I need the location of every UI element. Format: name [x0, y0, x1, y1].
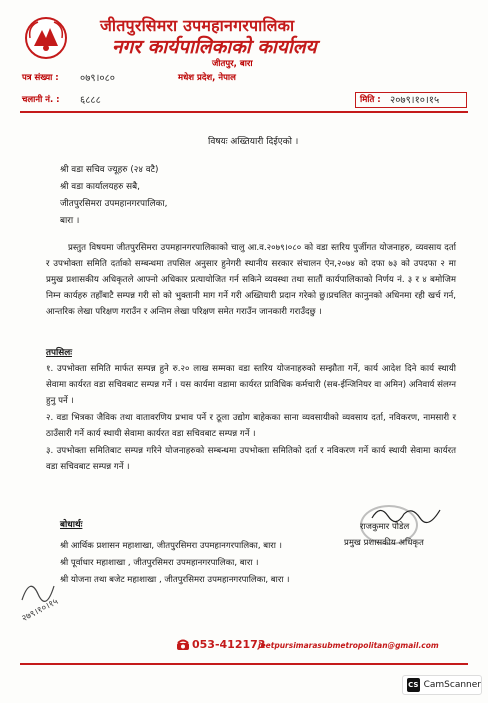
- chalani-value: ६८८८: [80, 95, 101, 106]
- miti-value: २०७९।१०।१५: [390, 95, 440, 106]
- recipient-line-1: श्री वडा सचिव ज्यूहरु (२४ वटै): [60, 165, 159, 175]
- miti-label: मिति :: [360, 95, 381, 105]
- bodharth-item-3: श्री योजना तथा बजेट महाशाखा , जीतपुरसिमरा उपमहानगरपालिका, बारा ।: [60, 575, 290, 585]
- header-province: मधेश प्रदेश, नेपाल: [178, 73, 236, 83]
- municipality-emblem-icon: [24, 16, 68, 60]
- footer-email: jeetpursimarasubmetropolitan@gmail.com: [258, 641, 439, 650]
- footer-phone: 053-412173: [192, 638, 266, 651]
- signatory-title: प्रमुख प्रशासकीय अधिकृत: [344, 538, 424, 548]
- subject-line: विषयः अख्तियारी दिईएको ।: [208, 137, 299, 147]
- patra-sankhya-label: पत्र संख्या :: [22, 73, 59, 83]
- header-municipality-name: जीतपुरसिमरा उपमहानगरपालिका: [100, 16, 295, 35]
- bodharth-item-2: श्री पूर्वाधार महाशाखा , जीतपुरसिमरा उपमहानगरपालिका, बारा ।: [60, 558, 259, 568]
- phone-icon: [176, 638, 190, 652]
- tapsil-heading: तपसिलः: [46, 348, 72, 358]
- footer-rule: [20, 663, 468, 665]
- chalani-label: चलानी नं. :: [22, 95, 60, 105]
- body-paragraph: प्रस्तुत विषयमा जीतपुरसिमरा उपमहानगरपालिकाको चालु आ.व.२०७९।०८० को वडा स्तरिय पुर्जीगत योजनाहरु, व्यवसाय दर्ता र उपभोक्ता समिति दर्ताको सम्बन्धमा तपसिल अनुसार हुनेगरी स्थानीय सरकार संचालन ऐन,२०७४ को दफा ७३ को उपदफा २ मा प्रमुख प्रशासकीय अधिकृतले आफ्नो अधिकार प्रत्यायोजित गर्न सकिने व्यवस्था तथा सातौं कार्यपालिकाको निर्णय नं. ३ र ४ बमोजिम निम्न कार्यहरु तहाँबाटै सम्पन्न गरी सो को भुक्तानी माग गर्ने गरी अख्तियारी प्रदान गरेको छु।प्रचलित कानुनको अधिनमा रही खर्च गर्न, आन्तरिक लेखा परिक्षण गराउँन र अन्तिम लेखा परिक्षण समेत गराउँन जानकारी गराउँदछु ।: [46, 243, 456, 317]
- tapsil-item-1: १. उपभोक्ता समिति मार्फत सम्पन्न हुने रु.२० लाख सम्मका वडा स्तरिय योजनाहरुको सम्झौता गर्ने, कार्य आदेश दिने कार्य स्थायी सेवामा कार्यरत वडा सचिवबाट सम्पन्न गर्ने । यस कार्यमा वडामा कार्यरत प्राविधिक कर्मचारी (सब-ईन्जिनियर वा अमिन) अनिवार्य संलग्न हुनु पर्ने ।: [46, 364, 456, 406]
- recipient-line-4: बारा ।: [60, 216, 80, 226]
- bodharth-item-1: श्री आर्थिक प्रशासन महाशाखा, जीतपुरसिमरा उपमहानगरपालिका, बारा ।: [60, 541, 282, 551]
- tapsil-item-3: ३. उपभोक्ता समितिबाट सम्पन्न गरिने योजनाहरुको सम्बन्धमा उपभोक्ता समितिको दर्ता र नविकरण गर्ने कार्य स्थायी सेवामा कार्यरत वडा सचिवबाट सम्पन्न गर्ने ।: [46, 446, 456, 472]
- recipient-line-2: श्री वडा कार्यालयहरु सबै,: [60, 182, 140, 192]
- signatory-name: राजकुमार पौडेल: [360, 522, 410, 532]
- camscanner-logo-icon: CS: [407, 678, 420, 692]
- header-rule: [20, 111, 468, 113]
- camscanner-label: CamScanner: [423, 680, 481, 690]
- recipient-line-3: जीतपुरसिमरा उपमहानगरपालिका,: [60, 199, 168, 209]
- header-office-name: नगर कार्यपालिकाको कार्यालय: [112, 36, 317, 58]
- patra-sankhya-value: ०७९।०८०: [80, 73, 115, 84]
- camscanner-watermark: [402, 675, 482, 695]
- bodharth-heading: बोधार्थः: [60, 520, 83, 530]
- tapsil-item-2: २. वडा भित्रका जैविक तथा वातावरणिय प्रभाव पर्ने र ठूला उद्योग बाहेकका साना व्यवसायीको व्यवसाय दर्ता, नविकरण, नामसारी र ठाउँसारी गर्ने कार्य स्थायी सेवामा कार्यरत वडा सचिवबाट सम्पन्न गर्ने ।: [46, 413, 456, 439]
- header-address: जीतपुर, बारा: [212, 59, 253, 69]
- handwritten-date: २७९।१०।१५: [20, 596, 61, 625]
